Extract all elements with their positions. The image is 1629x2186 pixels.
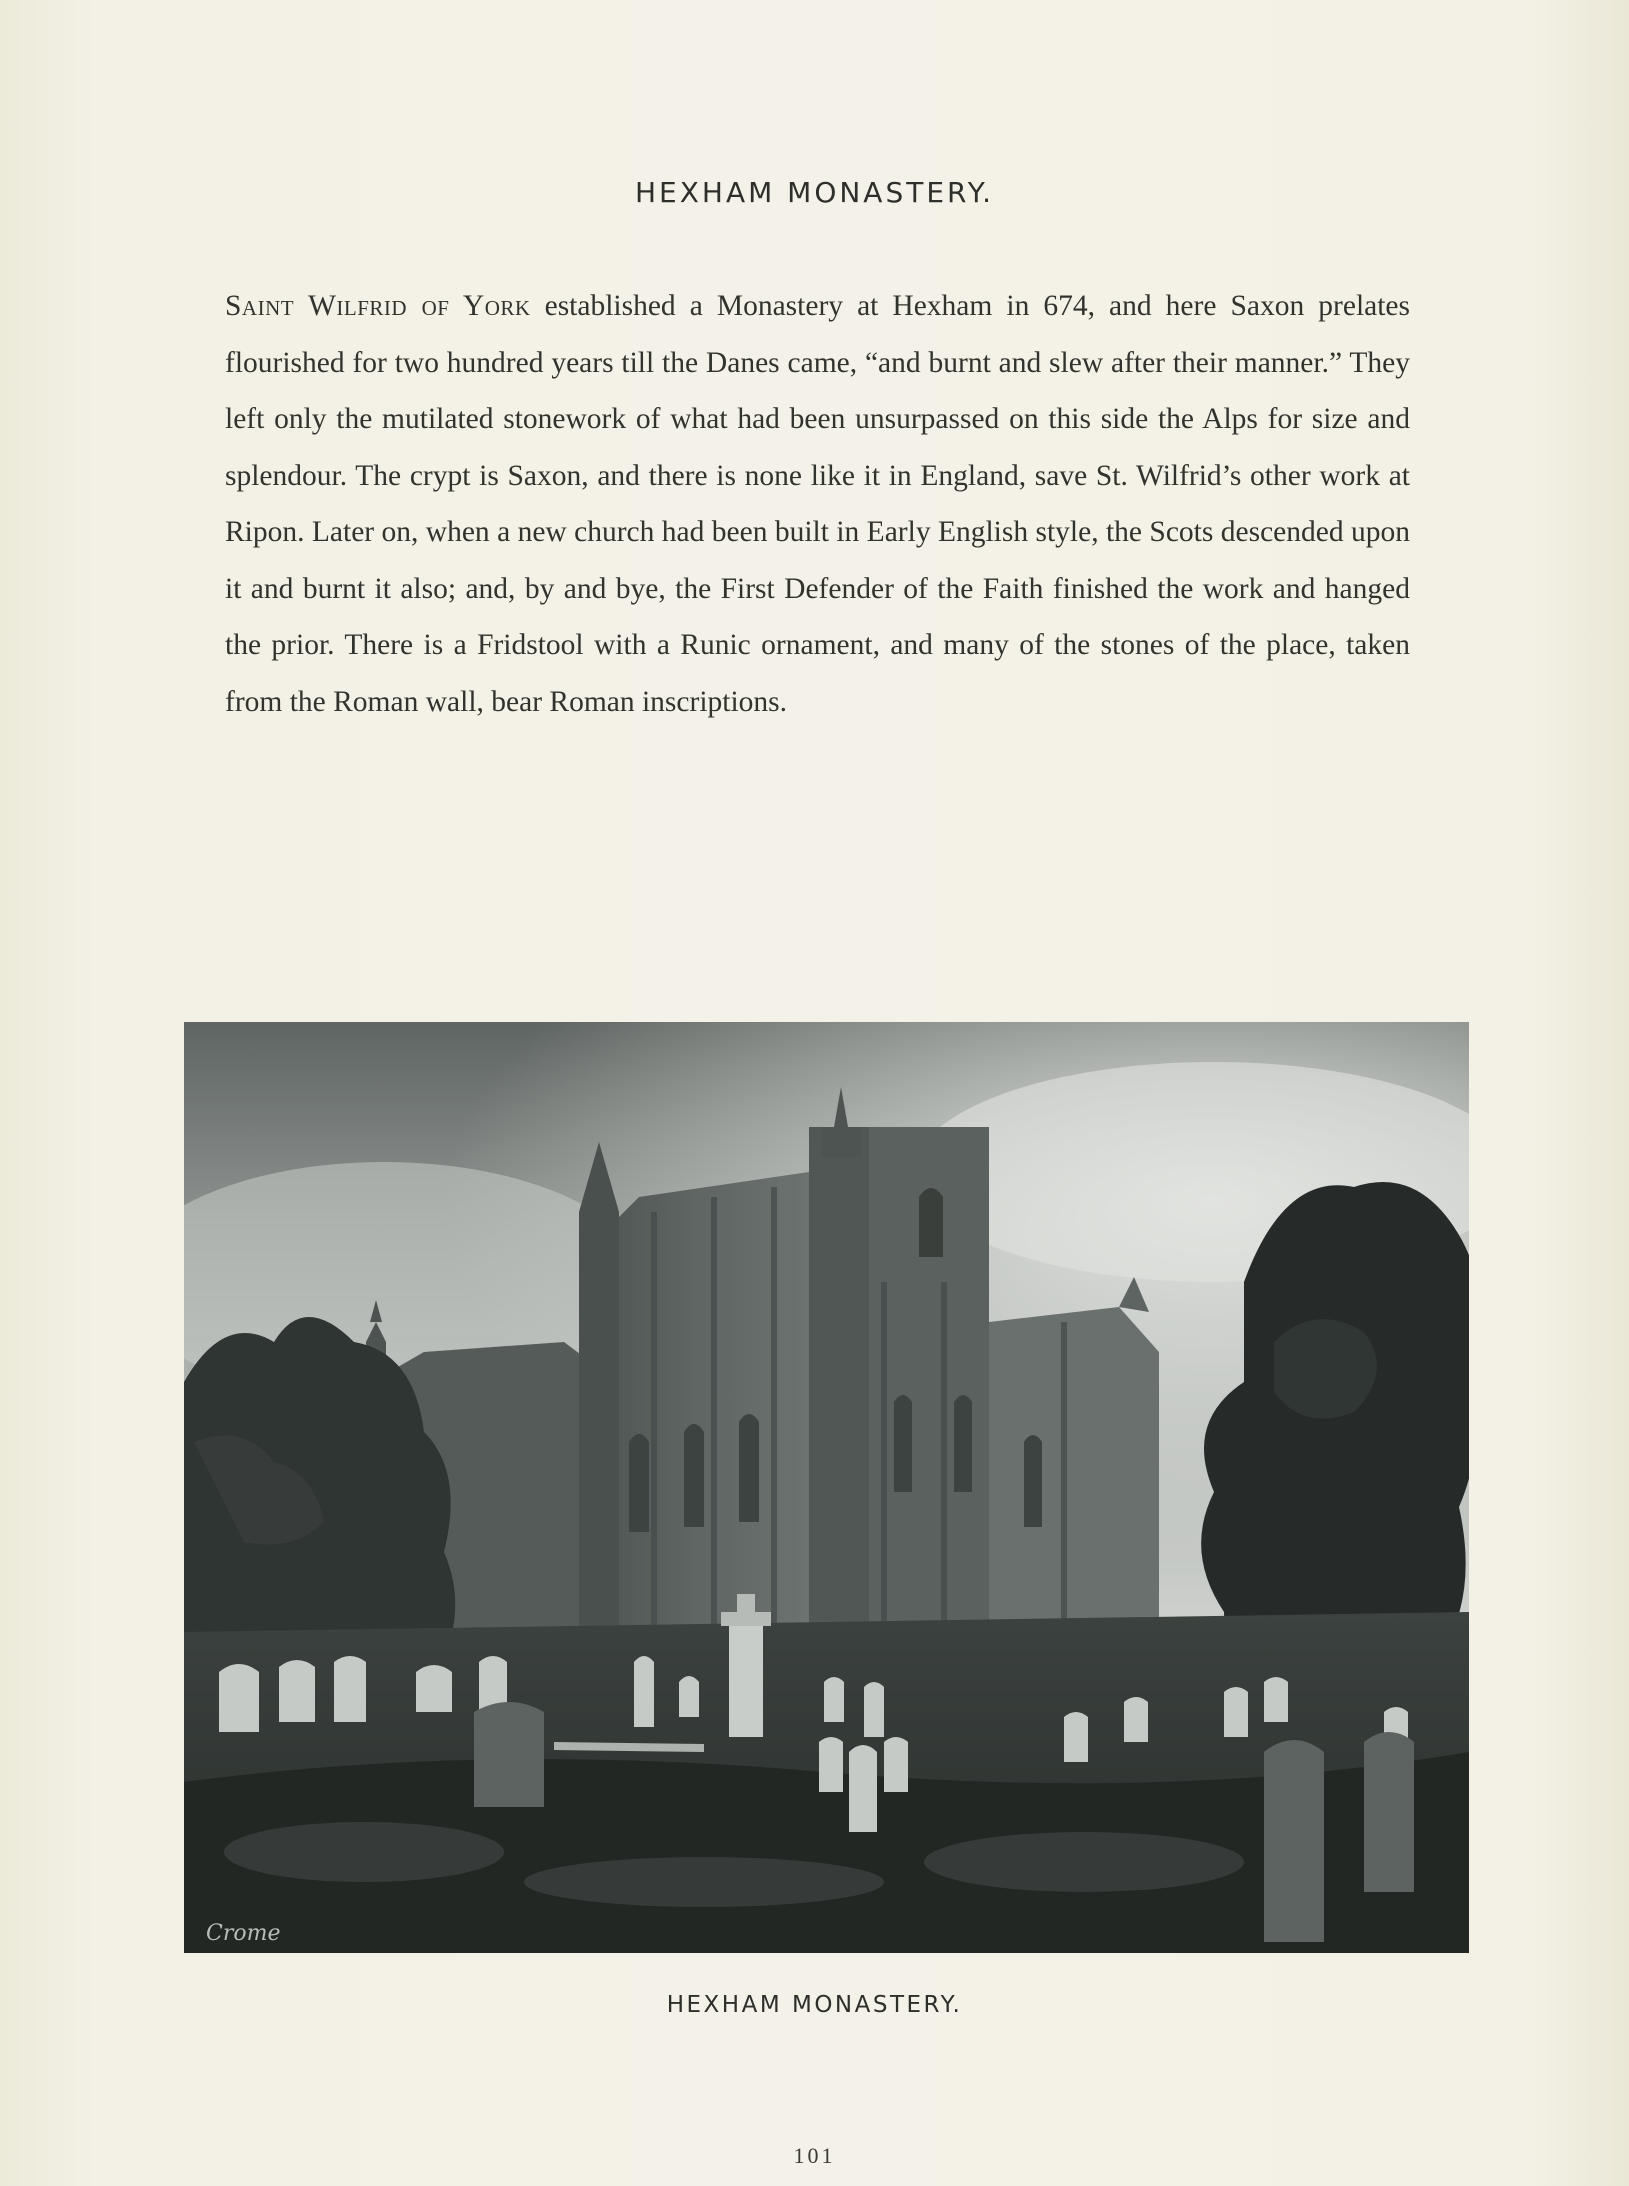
page-title: HEXHAM MONASTERY. — [634, 176, 995, 209]
monastery-photograph — [184, 1022, 1469, 1953]
artist-signature: Crome — [206, 1921, 281, 1946]
figure-caption: HEXHAM MONASTERY. — [666, 1992, 963, 2018]
paragraph-lead: Saint Wilfrid of York — [225, 290, 531, 322]
paragraph-text: established a Monastery at Hexham in 674, and here Saxon prelates flourished for two hundred years till the Danes came, “and burnt and slew after their manner.” They left only the mutilated stonework of what had been unsurpassed on this side the Alps for size and splendour. The crypt is Saxon, and there is none like it in England, save St. Wilfrid’s other work at Ripon. Later on, when a new church had been built in Early English style, the Scots descended upon it and burnt it also; and, by and bye, the First Defender of the Faith finished the work and hanged the prior. There is a Fridstool with a Runic ornament, and many of the stones of the place, taken from the Roman wall, bear Roman inscriptions. — [225, 290, 1410, 718]
page-number: 101 — [793, 2143, 836, 2168]
body-paragraph — [225, 278, 1410, 730]
